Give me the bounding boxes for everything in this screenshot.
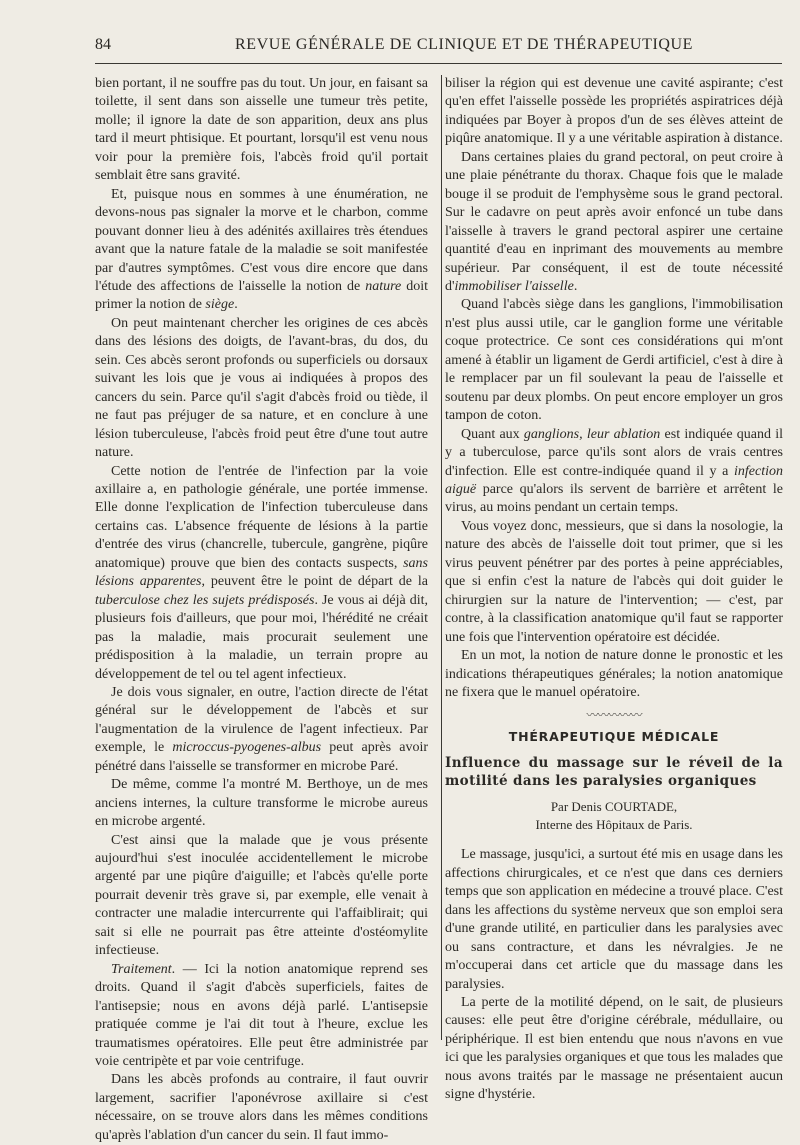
left-column — [95, 75, 428, 1145]
paragraph: Traitement. — Ici la notion anatomique reprend ses droits. Quand il s'agit d'abcès superficiels, faites de l'antisepsie; nous en avons déjà parlé. L'antisepsie pratiquée comme je l'ai dit tout à l'heure, exclue les traumatismes opératoires. Elle peut être administrée par voie centripète et par voie centrifuge. — [95, 961, 428, 1070]
article-affiliation: Interne des Hôpitaux de Paris. — [535, 817, 693, 833]
paragraph: On peut maintenant chercher les origines de ces abcès dans des lésions des doigts, de l'avant-bras, du dos, du sein. Ces abcès seront profonds ou superficiels ou dorsaux suivant les lois que je vous ai indiquées à propos des cancers du sein. Parce qu'il s'agit d'abcès froid ou tiède, il ne faut pas préjuger de sa nature, et en conclure à une lésion tuberculeuse, l'abcès froid peut être d'une tout autre nature. — [95, 315, 428, 461]
right-column-body — [445, 75, 783, 702]
article-body — [445, 846, 783, 1104]
paragraph: Dans certaines plaies du grand pectoral, on peut croire à une plaie pénétrante du thorax. Chaque fois que le malade bouge il se produit de l'emphysème sous le grand pectoral. Sur le cadavre on peut après avoir enfoncé un tube dans l'aisselle à travers le grand pectoral aspirer une certaine quantité d'eau en inprimant des mouvements au membre supérieur. Par conséquent, il est de toute nécessité d'immobiliser l'aisselle. — [445, 149, 783, 294]
right-column — [445, 75, 783, 1105]
paragraph: Cette notion de l'entrée de l'infection par la voie axillaire a, en pathologie générale, une portée immense. Elle donne l'explication de l'infection tuberculeuse dans certains cas. L'absence fréquente de lésions à la partie d'entrée des virus (chancrelle, tubercule, gangrène, piqûre anatomique) prouve que bien des contacts suspects, sans lésions apparentes, peuvent être le point de départ de la tuberculose chez les sujets prédisposés. Je vous ai déjà dit, plusieurs fois d'ailleurs, que pour moi, l'hérédité ne créait pas la maladie, mais procurait seulement une prédisposition à la maladie, un terrain propre au développement de tel ou tel agent infectieux. — [95, 463, 428, 682]
paragraph: Quand l'abcès siège dans les ganglions, l'immobilisation n'est plus aussi utile, car le ganglion forme une véritable coque protectrice. Ce sont ces considérations qui m'ont amené à établir un ligament de Gerdi artificiel, c'est à dire à le remplacer par un fil soulevant la peau de l'aisselle et soutenu par deux plombs. On peut encore employer un gros tampon de coton. — [445, 297, 783, 424]
paragraph: Je dois vous signaler, en outre, l'action directe de l'état général sur le développement de l'abcès et sur l'augmentation de la virulence de l'agent infectieux. Par exemple, le microccus-pyogenes-albus peut après avoir pénétré dans l'aisselle se transformer en microbe Paré. — [95, 684, 428, 774]
paragraph: Dans les abcès profonds au contraire, il faut ouvrir largement, sacrifier l'aponévrose axillaire si c'est nécessaire, on se trouve alors dans les mêmes conditions qu'après l'ablation d'un cancer du sein. Il faut immo- — [95, 1072, 428, 1143]
paragraph: C'est ainsi que la malade que je vous présente aujourd'hui s'est inoculée accidentellement le microbe argenté par une piqûre d'aiguille; et l'abcès qu'elle porte pourrait devenir très grave si, par exemple, elle venait à contracter une maladie intercurrente qui l'affaiblirait; qui sait si elle ne pourrait pas être atteinte d'ostéomylite infectieuse. — [95, 832, 428, 959]
ornamental-separator: 〰〰〰〰〰 — [586, 708, 642, 723]
article-title: Influence du massage sur le réveil de la motilité dans les paralysies organiques — [445, 755, 783, 790]
paragraph: Et, puisque nous en sommes à une énumération, ne devons-nous pas signaler la morve et le charbon, comme pouvant donner lieu à des adénités axillaires très étendues avant que la nature fatale de la maladie se soit manifestée par d'autres symptômes. C'est vous dire encore que dans l'étude des affections de l'aisselle la notion de nature doit primer la notion de siège. — [95, 186, 429, 313]
page-number: 84 — [95, 36, 111, 53]
section-heading: THÉRAPEUTIQUE MÉDICALE — [508, 729, 720, 745]
paragraph: bien portant, il ne souffre pas du tout. Un jour, en faisant sa toilette, il sent dans son aisselle une tumeur très petite, molle; il ignore la date de son apparition, deux ans plus tard il meurt phtisique. Et pourtant, lorsqu'il est venu nous voir pour la première fois, l'abcès froid qu'il portait semblait être sans gravité. — [95, 76, 428, 184]
paragraph: Le massage, jusqu'ici, a surtout été mis en usage dans les affections chirurgicales, et ce n'est que dans ces derniers temps que son application en médecine a trouvé place. C'est dans les affections du système nerveux que son emploi sera d'une grande utilité, en particulier dans les paralysies avec ou sans contracture, et dans les névralgies. Je ne m'occuperai dans cet article que du massage dans les paralysies. — [445, 847, 783, 992]
header-rule — [95, 63, 782, 64]
article-author: Par Denis COURTADE, — [550, 799, 678, 815]
paragraph: Quant aux ganglions, leur ablation est indiquée quand il y a tuberculose, parce qu'ils sont alors de vrais centres d'infection. Elle est contre-indiquée quand il y a infection aiguë parce qu'alors ils servent de barrière et arrêtent le virus, au moins pendant un certain temps. — [445, 426, 783, 516]
paragraph: La perte de la motilité dépend, on le sait, de plusieurs causes: elle peut être d'origine cérébrale, médullaire, ou périphérique. Il est bien entendu que nous n'avons en vue ici que les paralysies organiques et que tous les malades que nous avons traités par le massage ne présentaient aucun signe d'hystérie. — [445, 995, 783, 1103]
column-rule — [441, 75, 442, 1040]
running-title: REVUE GÉNÉRALE DE CLINIQUE ET DE THÉRAPEUTIQUE — [235, 36, 694, 53]
paragraph: Vous voyez donc, messieurs, que si dans la nosologie, la nature des abcès de l'aisselle doit tout primer, que si les virus peuvent pénétrer par des portes à peine appréciables, que si enfin c'est la nature de l'abcès qui doit guider le chirurgien sur la nature de l'intervention; — c'est, par contre, à la classification anatomique qu'il faut se rapporter une fois que l'intervention opératoire est décidée. — [445, 518, 783, 645]
paragraph: En un mot, la notion de nature donne le pronostic et les indications thérapeutiques générales; la notion anatomique ne fixera que le manuel opératoire. — [445, 648, 783, 700]
running-header — [95, 36, 782, 60]
paragraph: De même, comme l'a montré M. Berthoye, un de mes anciens internes, la culture transforme le microbe aureus en microbe argenté. — [95, 777, 428, 830]
paragraph: biliser la région qui est devenue une cavité aspirante; c'est qu'en effet l'aisselle possède les propriétés aspiratrices déjà indiquées par Boyer à propos d'un de ses élèves atteint de piqûre anatomique. Il y a une véritable aspiration à distance. — [445, 76, 783, 147]
